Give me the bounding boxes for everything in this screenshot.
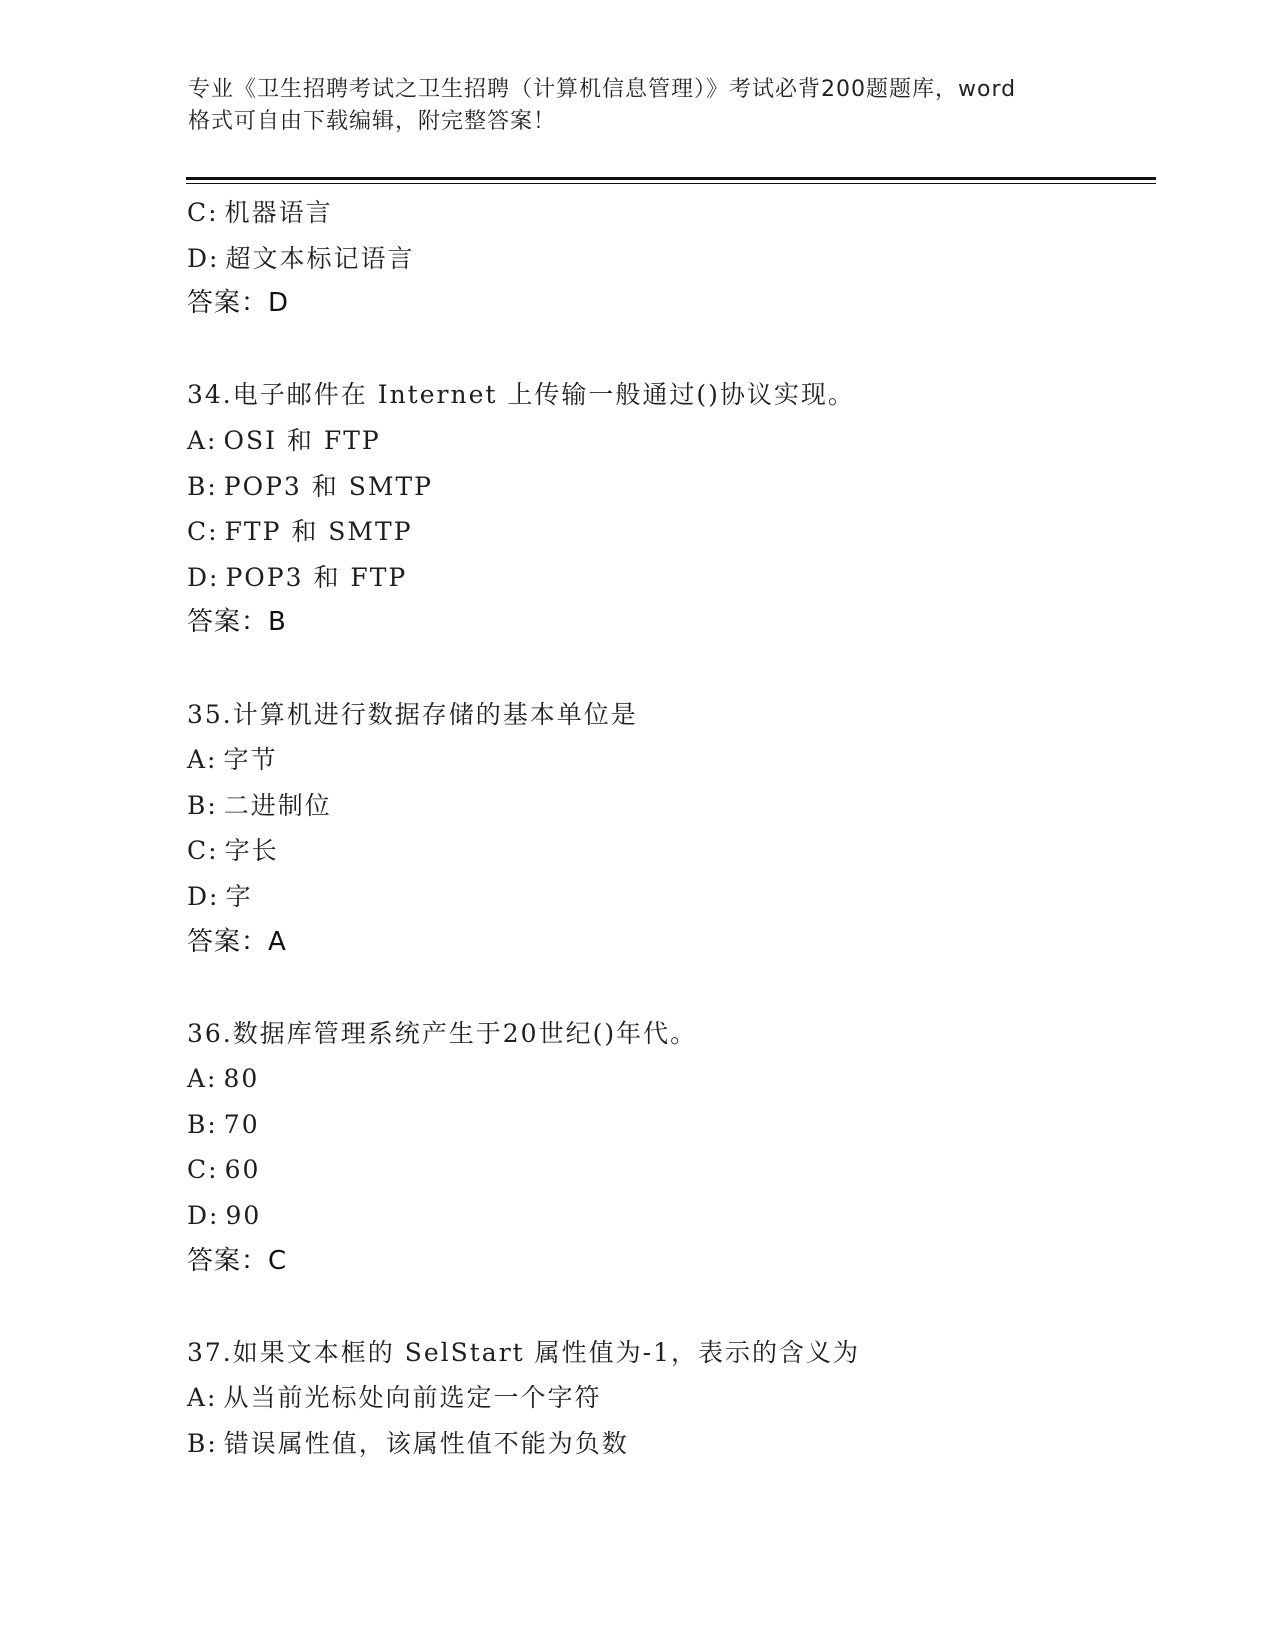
option-b [187,1421,1147,1467]
question-block [187,1330,1147,1467]
spacer [187,1284,1147,1330]
option-text: 80 [223,1064,260,1094]
option-d [187,236,1147,282]
option-text: 从当前光标处向前选定一个字符 [223,1383,602,1413]
answer-line: 答案：D [187,288,290,319]
option-text: 超文本标记语言 [225,243,415,273]
option-text: 90 [225,1201,262,1231]
option-c [187,828,1147,874]
option-a [187,418,1147,464]
option-text: 二进制位 [223,790,332,820]
document-header [188,74,1088,138]
spacer [187,965,1147,1011]
question-text: 36.数据库管理系统产生于20世纪()年代。 [187,1018,698,1048]
header-divider-thick [186,177,1156,180]
option-letter: D: [187,243,220,273]
option-d [187,1193,1147,1239]
option-letter: B: [187,471,218,501]
option-letter: A: [187,425,218,455]
question-block [187,1011,1147,1285]
option-letter: D: [187,562,220,592]
option-a [187,737,1147,783]
question-list [187,190,1147,1467]
option-letter: A: [187,1383,218,1413]
option-b [187,1102,1147,1148]
option-text: 60 [224,1155,261,1185]
option-text: 70 [223,1109,260,1139]
option-text: 字长 [224,836,279,866]
option-b [187,464,1147,510]
option-letter: C: [187,517,219,547]
option-text: 错误属性值，该属性值不能为负数 [223,1429,629,1459]
spacer [187,646,1147,692]
option-text: 机器语言 [224,198,333,227]
option-d [187,874,1147,920]
option-letter: C: [187,836,219,866]
question-block [187,190,1147,327]
option-d [187,555,1147,601]
answer-line: 答案：C [187,1245,288,1276]
option-c [187,1147,1147,1193]
option-letter: B: [187,1109,218,1139]
question-text: 34.电子邮件在 Internet 上传输一般通过()协议实现。 [187,380,855,410]
option-text: FTP 和 SMTP [224,517,413,547]
question-text: 35.计算机进行数据存储的基本单位是 [187,699,638,729]
question-text: 37.如果文本框的 SelStart 属性值为-1，表示的含义为 [187,1337,860,1367]
option-text: POP3 和 FTP [225,562,408,592]
option-c [187,509,1147,555]
question-block [187,372,1147,646]
header-line-2: 格式可自由下载编辑，附完整答案！ [188,109,557,134]
option-letter: B: [187,1429,218,1459]
header-line-1: 专业《卫生招聘考试之卫生招聘（计算机信息管理）》考试必背200题题库，word [188,77,1017,102]
option-letter: A: [187,745,218,775]
option-b [187,783,1147,829]
option-letter: A: [187,1064,218,1094]
spacer [187,327,1147,373]
answer-line: 答案：B [187,607,287,638]
question-block [187,692,1147,966]
option-text: 字 [225,881,253,911]
option-letter: C: [187,198,219,227]
option-letter: D: [187,881,220,911]
option-letter: C: [187,1155,219,1185]
option-letter: B: [187,790,218,820]
option-a [187,1375,1147,1421]
option-text: POP3 和 SMTP [223,471,433,501]
option-letter: D: [187,1201,220,1231]
answer-line: 答案：A [187,926,287,957]
option-c [187,190,1147,236]
header-divider-thin [186,183,1156,184]
option-a [187,1056,1147,1102]
option-text: 字节 [223,745,278,775]
option-text: OSI 和 FTP [223,425,381,455]
